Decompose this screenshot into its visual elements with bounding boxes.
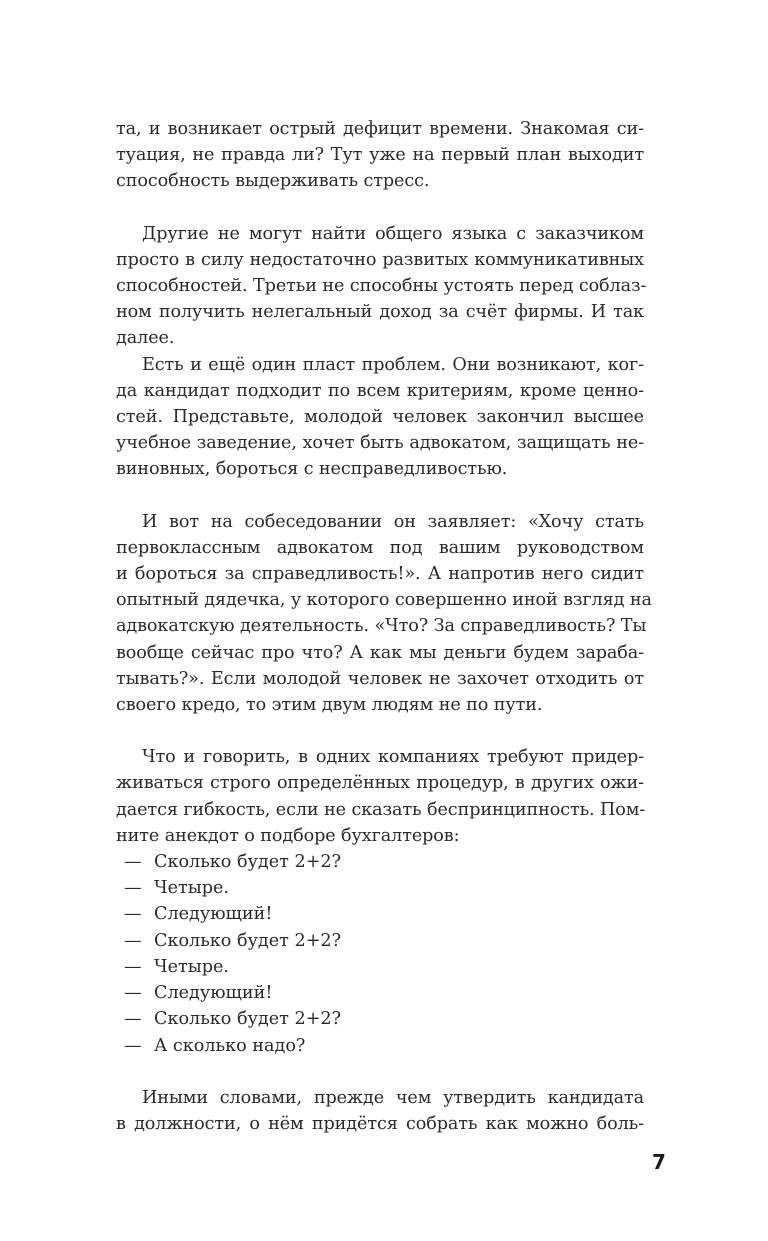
paragraph-conclusion	[116, 1085, 644, 1137]
text-line: просто в силу недостаточно развитых коммуникативных	[116, 249, 644, 270]
em-dash: —	[124, 1009, 142, 1030]
dialogue-text: Сколько будет 2+2?	[154, 852, 342, 873]
paragraph-spacer	[116, 718, 644, 744]
em-dash: —	[124, 983, 142, 1004]
dialogue-text: Сколько будет 2+2?	[154, 1009, 342, 1030]
em-dash: —	[124, 852, 142, 873]
dialogue-line	[116, 849, 644, 875]
dialogue-text: Следующий!	[154, 904, 273, 925]
dialogue-line	[116, 954, 644, 980]
text-line: туация, не правда ли? Тут уже на первый план выходит	[116, 145, 644, 166]
text-line: та, и возникает острый дефицит времени. Знакомая си-	[116, 119, 644, 139]
paragraph-interview	[116, 509, 652, 719]
text-line: в должности, о нём придётся собрать как можно боль-	[116, 1113, 644, 1134]
paragraph-others	[116, 221, 647, 352]
dialogue-line	[116, 928, 644, 954]
text-line: способностей. Третьи не способны устоять перед соблаз-	[116, 276, 647, 297]
text-line: да кандидат подходит по всем критериям, кроме ценно-	[116, 380, 644, 401]
text-line: опытный дядечка, у которого совершенно иной взгляд на	[116, 590, 652, 611]
text-line: далее.	[116, 328, 175, 349]
joke-dialogue	[116, 849, 644, 1059]
em-dash: —	[124, 1035, 142, 1056]
text-line: своего кредо, то этим двум людям не по пути.	[116, 695, 543, 716]
dialogue-line	[116, 1033, 644, 1059]
dialogue-line	[116, 875, 644, 901]
paragraph-continuation	[116, 116, 644, 195]
dialogue-text: Следующий!	[154, 983, 273, 1004]
text-line: первоклассным адвокатом под вашим руководством	[116, 537, 644, 558]
em-dash: —	[124, 930, 142, 951]
paragraph-spacer	[116, 483, 644, 509]
page-number: 7	[652, 1150, 666, 1174]
text-line: Что и говорить, в одних компаниях требуют придер-	[142, 747, 644, 768]
text-line: вообще сейчас про что? А как мы деньги будем зараба-	[116, 642, 644, 663]
text-line: ните анекдот о подборе бухгалтеров:	[116, 825, 460, 846]
text-line: И вот на собеседовании он заявляет: «Хочу стать	[142, 511, 644, 532]
text-line: виновных, бороться с несправедливостью.	[116, 459, 508, 480]
paragraph-spacer	[116, 195, 644, 221]
paragraph-values-problem	[116, 352, 644, 483]
dialogue-text: Четыре.	[154, 956, 230, 977]
text-line: стей. Представьте, молодой человек закончил высшее	[116, 407, 644, 428]
text-line: Есть и ещё один пласт проблем. Они возникают, ког-	[142, 354, 644, 375]
dialogue-line	[116, 980, 644, 1006]
text-line: Иными словами, прежде чем утвердить кандидата	[142, 1087, 644, 1108]
dialogue-text: Сколько будет 2+2?	[154, 930, 342, 951]
text-line: тывать?». Если молодой человек не захочет отходить от	[116, 668, 644, 689]
paragraph-companies	[116, 744, 644, 849]
em-dash: —	[124, 878, 142, 899]
dialogue-line	[116, 901, 644, 927]
text-line: адвокатскую деятельность. «Что? За справедливость? Ты	[116, 616, 647, 637]
text-line: Другие не могут найти общего языка с заказчиком	[142, 223, 644, 244]
text-line: дается гибкость, если не сказать беспринципность. Пом-	[116, 799, 646, 820]
text-line: учебное заведение, хочет быть адвокатом, защищать не-	[116, 433, 644, 454]
text-line: и бороться за справедливость!». А напротив него сидит	[116, 564, 644, 585]
em-dash: —	[124, 904, 142, 925]
dialogue-text: Четыре.	[154, 878, 230, 899]
em-dash: —	[124, 956, 142, 977]
dialogue-text: А сколько надо?	[154, 1035, 306, 1056]
text-line: способность выдерживать стресс.	[116, 171, 430, 192]
text-line: живаться строго определённых процедур, в других ожи-	[116, 773, 644, 794]
book-page-body	[116, 116, 652, 1137]
dialogue-line	[116, 1006, 644, 1032]
paragraph-spacer	[116, 1059, 644, 1085]
text-line: ном получить нелегальный доход за счёт фирмы. И так	[116, 302, 644, 323]
